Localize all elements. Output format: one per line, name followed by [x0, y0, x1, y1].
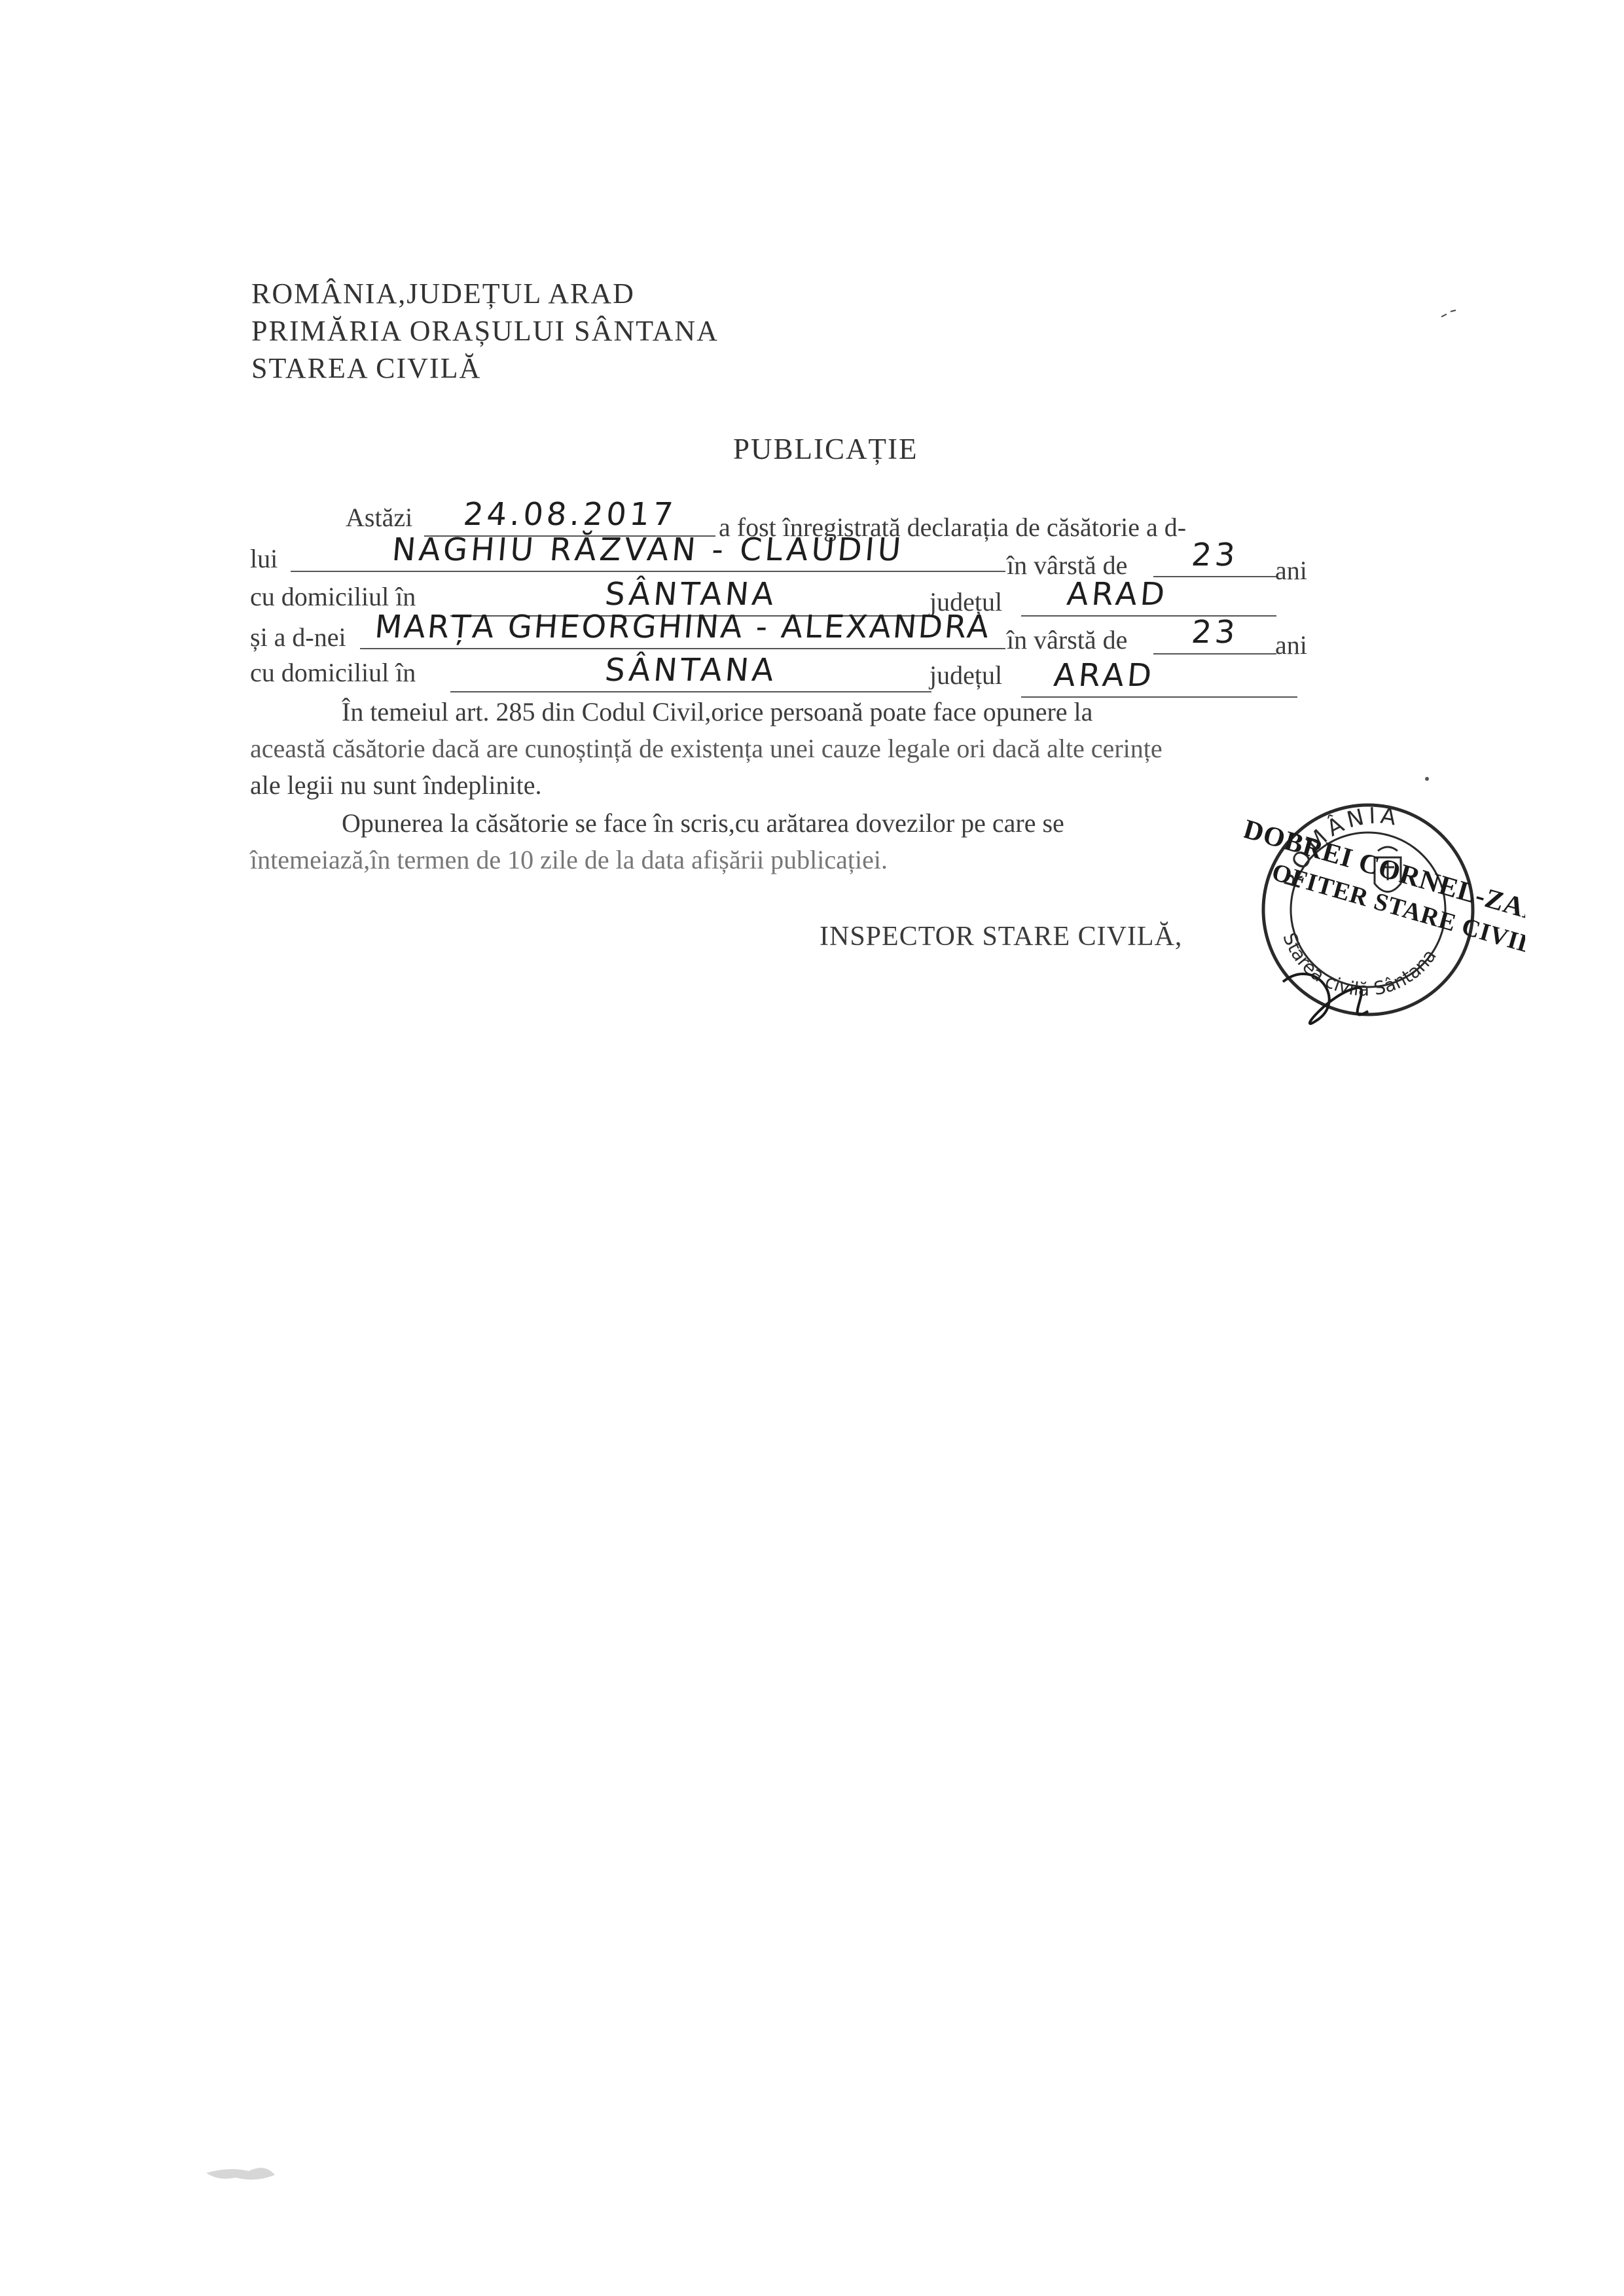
bride-county-label: județul — [929, 660, 1003, 690]
scan-smudge-bottom — [203, 2157, 281, 2189]
bride-city-field — [450, 652, 931, 692]
legal-paragraph-1 — [250, 694, 1163, 804]
astazi-label: Astăzi — [346, 503, 413, 532]
header-country-county: ROMÂNIA,JUDEȚUL ARAD — [251, 278, 635, 310]
bride-age-field — [1153, 614, 1276, 655]
document-title: PUBLICAȚIE — [733, 433, 918, 465]
bride-city-value: SÂNTANA — [603, 652, 779, 689]
legal-paragraph-1-line2: această căsătorie dacă are cunoștință de existența unei cauze legale ori dacă alte cerințe — [250, 734, 1163, 763]
bride-age-value: 23 — [1190, 614, 1240, 651]
bride-county-field — [1021, 657, 1297, 698]
bride-prefix-label: și a d-nei — [250, 622, 346, 652]
institution-header — [251, 275, 719, 387]
groom-age-label: în vârstă de — [1007, 550, 1128, 580]
seal-bottom-text: Starea civilă Sântana — [1278, 929, 1441, 1001]
groom-county-value: ARAD — [1065, 576, 1170, 613]
scan-speck-top — [1440, 308, 1460, 321]
lui-label: lui — [250, 544, 278, 573]
groom-county-label: județul — [929, 587, 1003, 617]
legal-paragraph-2 — [250, 805, 1064, 878]
bride-name-value: MARȚA GHEORGHINA - ALEXANDRA — [373, 609, 992, 645]
header-department: STAREA CIVILĂ — [251, 352, 482, 384]
groom-age-value: 23 — [1190, 537, 1240, 573]
bride-age-label: în vârstă de — [1007, 625, 1128, 655]
header-city-hall: PRIMĂRIA ORAȘULUI SÂNTANA — [251, 315, 719, 347]
legal-paragraph-1-line1: În temeiul art. 285 din Codul Civil,orice persoană poate face opunere la — [342, 697, 1093, 726]
stamp-name-line2: OFITER STARE CIVILA — [1269, 858, 1525, 965]
groom-name-value: NAGHIU RĂZVAN - CLAUDIU — [390, 531, 906, 568]
scan-speck-right — [1420, 772, 1434, 785]
bride-domicile-label: cu domiciliul în — [250, 658, 416, 687]
groom-age-field — [1153, 537, 1276, 577]
inspector-title: INSPECTOR STARE CIVILĂ, — [820, 922, 1183, 952]
groom-county-field — [1021, 576, 1276, 617]
legal-paragraph-2-line1: Opunerea la căsătorie se face în scris,cu arătarea dovezilor pe care se — [342, 808, 1064, 838]
seal-graphic — [1244, 785, 1525, 1047]
groom-domicile-label: cu domiciliul în — [250, 582, 416, 611]
bride-ani-label: ani — [1275, 630, 1307, 660]
legal-paragraph-2-line2: întemeiază,în termen de 10 zile de la data afișării publicației. — [250, 845, 888, 874]
bride-county-value: ARAD — [1052, 657, 1157, 694]
seal-top-text: ROMÂNIA — [1279, 802, 1402, 892]
date-value: 24.08.2017 — [461, 496, 678, 533]
stamp-name-line1: DOBREI CORNEL-ZAMFIR — [1244, 814, 1525, 944]
bride-name-field — [360, 609, 1005, 649]
groom-ani-label: ani — [1275, 556, 1307, 585]
legal-paragraph-1-line3: ale legii nu sunt îndeplinite. — [250, 770, 542, 800]
date-field — [424, 496, 715, 537]
groom-city-value: SÂNTANA — [603, 576, 779, 613]
groom-name-field — [291, 531, 1005, 572]
declaration-text: a fost înregistrată declarația de căsătorie a d- — [719, 512, 1187, 542]
official-seal — [1244, 785, 1525, 1047]
